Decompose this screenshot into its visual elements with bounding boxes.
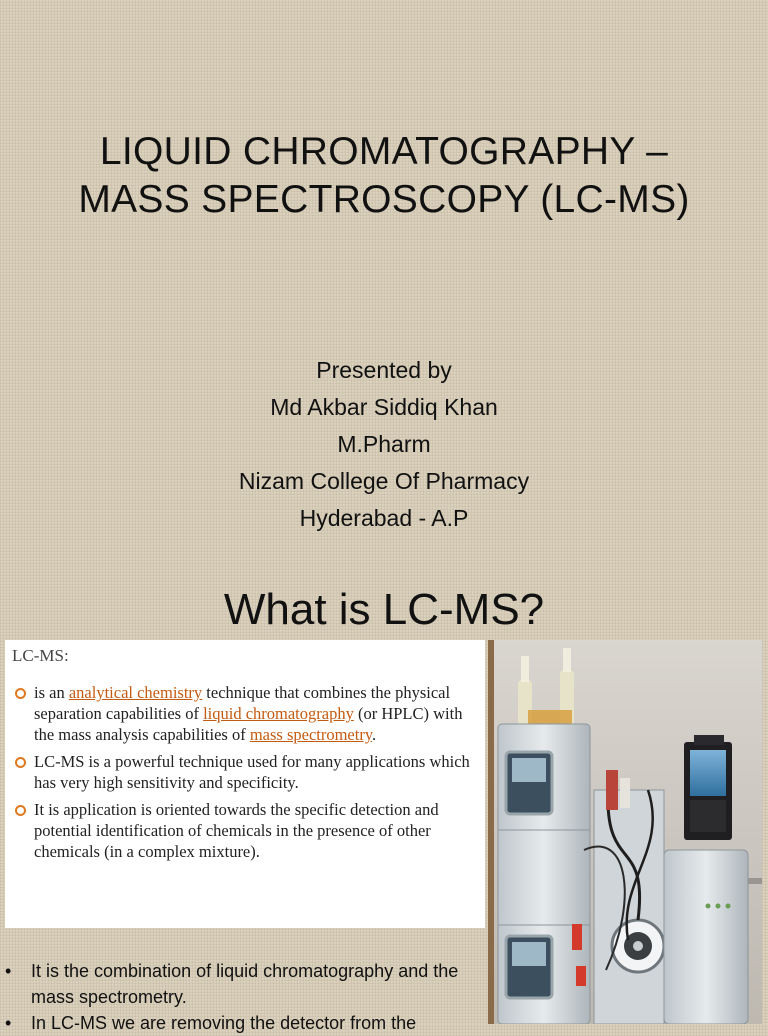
definition-text: (or HPLC) with the mass analysis capabilities of: [34, 704, 463, 744]
definition-text: .: [372, 725, 377, 744]
slide-title: [0, 128, 768, 224]
bullet-item: [0, 958, 488, 1010]
presenter-name: Md Akbar Siddiq Khan: [270, 394, 498, 420]
definition-text: LC-MS is a powerful technique used for many applications which has very high sensitivity and specificity.: [34, 752, 470, 792]
mass-spectrometry-link[interactable]: mass spectrometry: [249, 725, 373, 744]
bullet-dot-icon: •: [5, 1013, 12, 1033]
definition-box: [5, 640, 485, 928]
presenter-block: [0, 352, 768, 537]
bullet-item: [0, 1010, 488, 1036]
bullet-dot-icon: •: [5, 961, 12, 981]
bullet-list: [0, 958, 488, 1036]
presenter-college: Nizam College Of Pharmacy: [238, 468, 530, 494]
analytical-chemistry-link[interactable]: analytical chemistry: [68, 683, 203, 702]
presented-by-label: Presented by: [316, 357, 452, 383]
liquid-chromatography-link[interactable]: liquid chromatography: [203, 704, 354, 723]
definition-item: [15, 799, 481, 862]
hollow-circle-bullet-icon: [15, 688, 26, 699]
bullet-text: It is the combination of liquid chromatography and the mass spectrometry.: [31, 961, 459, 1007]
bullet-text: In LC-MS we are removing the detector from the: [31, 1013, 417, 1033]
slide-title-line-1: LIQUID CHROMATOGRAPHY –: [99, 130, 669, 173]
hollow-circle-bullet-icon: [15, 757, 26, 768]
presenter-location: Hyderabad - A.P: [299, 505, 469, 531]
definition-list: [15, 682, 481, 868]
definition-text: is an: [34, 683, 69, 702]
lc-ms-instrument-photo: [488, 640, 762, 1024]
definition-title: LC-MS:: [12, 646, 69, 665]
presenter-degree: M.Pharm: [337, 431, 431, 457]
section-heading: What is LC-MS?: [223, 585, 545, 634]
definition-text: technique that combines the physical separation capabilities of: [34, 683, 451, 723]
hollow-circle-bullet-icon: [15, 805, 26, 816]
definition-text: It is application is oriented towards the specific detection and potential identification of chemicals in the presence of other chemicals (in a complex mixture).: [34, 800, 439, 861]
slide-title-line-2: MASS SPECTROSCOPY (LC-MS): [78, 178, 690, 221]
definition-item: [15, 682, 481, 745]
definition-item: [15, 751, 481, 793]
